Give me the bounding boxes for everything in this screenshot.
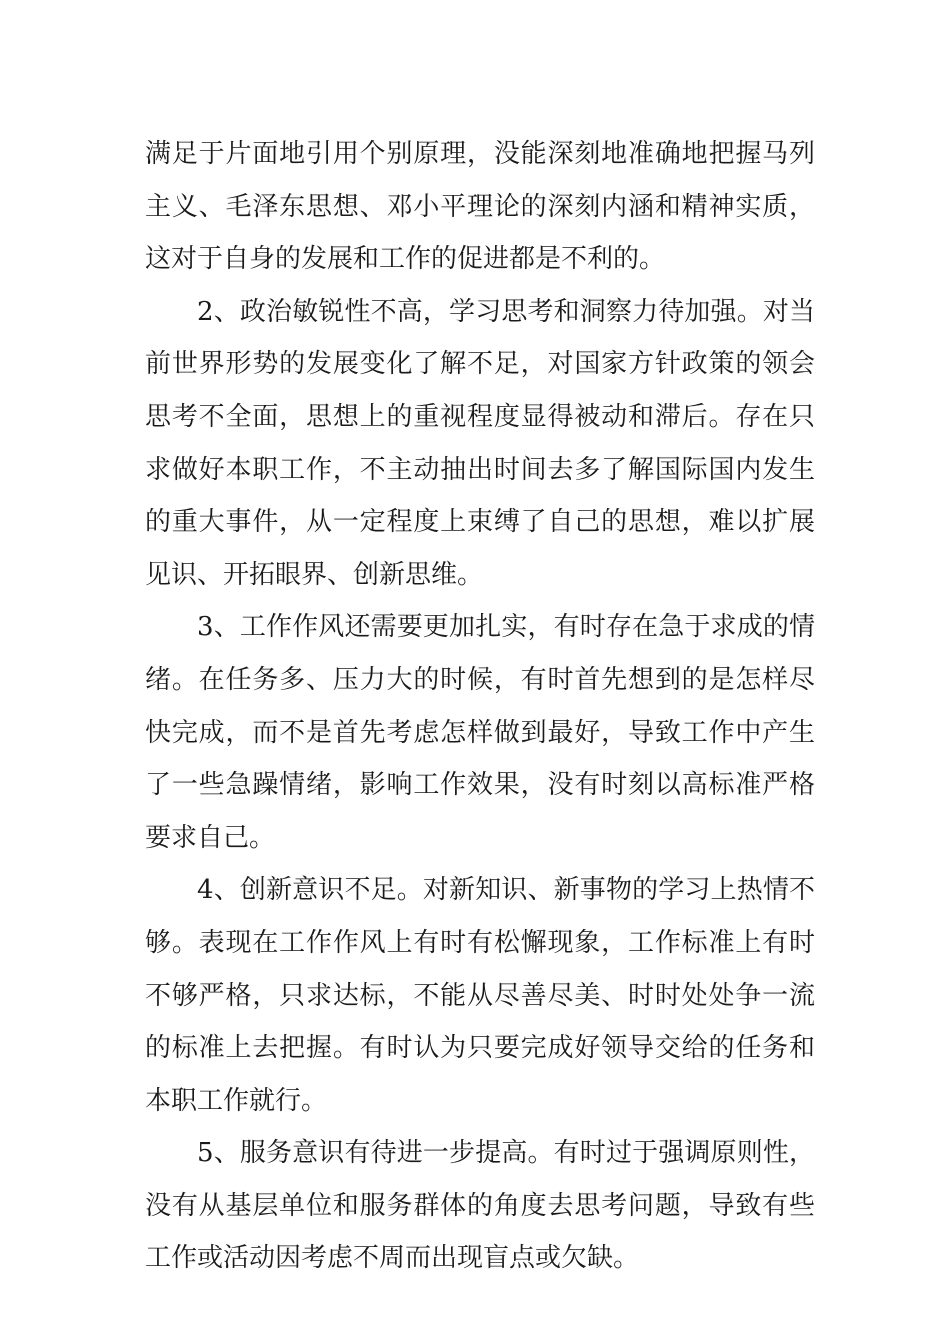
paragraph-item-5: 5、服务意识有待进一步提高。有时过于强调原则性，没有从基层单位和服务群体的角度去思考问题，导致有些工作或活动因考虑不周而出现盲点或欠缺。 xyxy=(145,1138,815,1274)
paragraph-item-3: 3、工作作风还需要更加扎实，有时存在急于求成的情绪。在任务多、压力大的时候，有时首先想到的是怎样尽快完成，而不是首先考虑怎样做到最好，导致工作中产生了一些急躁情绪，影响工作效果，没有时刻以高标准严格要求自己。 xyxy=(145,612,815,853)
document-body xyxy=(145,128,815,1285)
paragraph-item-2: 2、政治敏锐性不高，学习思考和洞察力待加强。对当前世界形势的发展变化了解不足，对国家方针政策的领会思考不全面，思想上的重视程度显得被动和滞后。存在只求做好本职工作，不主动抽出时间去多了解国际国内发生的重大事件，从一定程度上束缚了自己的思想，难以扩展见识、开拓眼界、创新思维。 xyxy=(145,296,815,590)
paragraph-item-4: 4、创新意识不足。对新知识、新事物的学习上热情不够。表现在工作作风上有时有松懈现象，工作标准上有时不够严格，只求达标，不能从尽善尽美、时时处处争一流的标准上去把握。有时认为只要完成好领导交给的任务和本职工作就行。 xyxy=(145,875,815,1116)
paragraph-continuation: 满足于片面地引用个别原理，没能深刻地准确地把握马列主义、毛泽东思想、邓小平理论的深刻内涵和精神实质，这对于自身的发展和工作的促进都是不利的。 xyxy=(145,139,815,275)
